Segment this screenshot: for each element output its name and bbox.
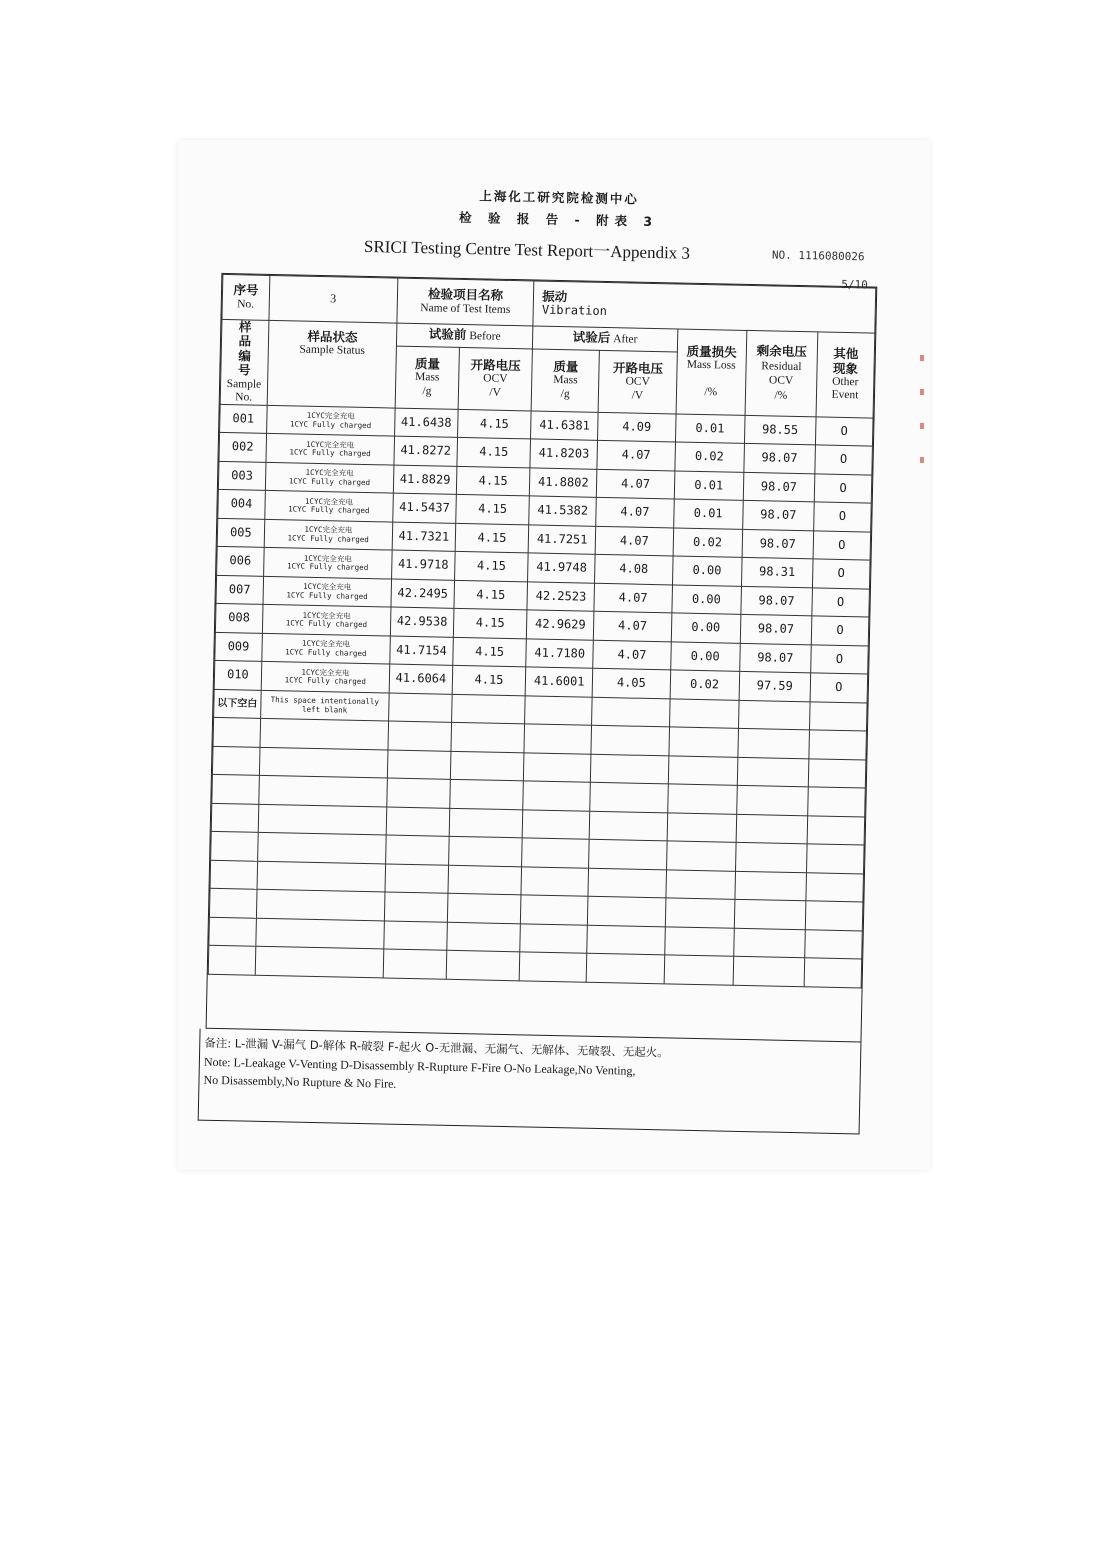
- empty-cell: [209, 917, 256, 946]
- cell-mass-after: 41.9748: [528, 553, 596, 583]
- empty-cell: [809, 730, 867, 760]
- cell-residual: 98.07: [740, 615, 812, 645]
- cell-ocv-before: 4.15: [454, 580, 528, 610]
- cell-status: 1CYC完全充电 1CYC Fully charged: [263, 576, 392, 607]
- empty-cell: [259, 776, 388, 807]
- cell-mass-after: 41.8203: [530, 439, 598, 469]
- empty-cell: [384, 921, 448, 951]
- empty-cell: [735, 843, 807, 873]
- empty-cell: [809, 702, 867, 732]
- cell-ocv-before: 4.15: [456, 495, 530, 525]
- cell-loss: 0.00: [671, 585, 741, 615]
- empty-cell: [449, 837, 523, 867]
- notes-en-line1: Note: L-Leakage V-Venting D-Disassembly R-Rupture F-Fire O-No Leakage,No Venting,: [203, 1054, 636, 1078]
- cell-ocv-after: 4.05: [592, 669, 670, 699]
- seq-label: 序号 No.: [222, 274, 270, 320]
- page-number: 5/10: [841, 277, 868, 292]
- cell-ocv-after: 4.07: [597, 469, 675, 499]
- notes-en-line2: No Disassembly,No Rupture & No Fire.: [203, 1073, 397, 1092]
- cell-event: O: [812, 588, 870, 618]
- empty-cell: [667, 813, 737, 843]
- empty-cell: [387, 750, 451, 780]
- cell-loss: 0.00: [671, 613, 741, 643]
- after-header: 试验后 After: [533, 326, 678, 352]
- empty-cell: [806, 844, 864, 874]
- org-title-cn: 上海化工研究院检测中心: [479, 188, 639, 207]
- mass-after-header: 质量 Mass /g: [531, 349, 599, 412]
- empty-cell: [736, 786, 808, 816]
- cell-residual: 98.31: [741, 558, 813, 588]
- cell-mass-before: 41.6064: [389, 664, 453, 694]
- empty-cell: [210, 860, 257, 889]
- cell-ocv-after: 4.07: [595, 526, 673, 556]
- empty-cell: [385, 864, 449, 894]
- cell-residual: 98.07: [743, 472, 815, 502]
- report-title-en: SRICI Testing Centre Test Report一Appendix 3: [363, 236, 691, 263]
- cell-event: O: [811, 645, 869, 675]
- cell-ocv-before: 4.15: [455, 552, 529, 582]
- empty-cell: [520, 924, 588, 954]
- cell-mass-after: 41.6381: [531, 411, 599, 441]
- empty-cell: [522, 810, 590, 840]
- empty-cell: [805, 930, 863, 960]
- cell-ocv-before: 4.15: [457, 438, 531, 468]
- empty-cell: [260, 719, 389, 750]
- cell-no: 002: [219, 433, 266, 462]
- cell-mass-after: 41.7180: [526, 639, 594, 669]
- empty-cell: [521, 867, 589, 897]
- cell-ocv-after: 4.07: [593, 640, 671, 670]
- cell-status: 1CYC完全充电 1CYC Fully charged: [262, 633, 391, 664]
- seq-value: 3: [269, 275, 398, 323]
- ocv-after-header: 开路电压 OCV /V: [598, 350, 677, 414]
- empty-cell: [592, 697, 670, 727]
- cell-event: O: [814, 502, 872, 532]
- empty-cell: [664, 927, 734, 957]
- empty-cell: [588, 897, 666, 927]
- results-body: [208, 404, 873, 988]
- empty-cell: [738, 700, 810, 730]
- cell-ocv-before: 4.15: [457, 409, 531, 439]
- empty-cell: [259, 747, 388, 778]
- cell-mass-before: 41.6438: [394, 408, 458, 438]
- empty-cell: [383, 949, 447, 979]
- cell-no: 004: [218, 490, 265, 519]
- empty-cell: [665, 898, 735, 928]
- cell-event: O: [813, 531, 871, 561]
- empty-cell: [212, 746, 259, 775]
- residual-ocv-header: 剩余电压 Residual OCV /%: [745, 330, 818, 416]
- empty-cell: [384, 892, 448, 922]
- cell-mass-before: 41.8272: [394, 437, 458, 467]
- empty-cell: [588, 868, 666, 898]
- cell-loss: 0.01: [674, 471, 744, 501]
- empty-cell: [211, 803, 258, 832]
- empty-cell: [808, 787, 866, 817]
- empty-cell: [519, 952, 587, 982]
- empty-cell: [591, 754, 669, 784]
- cell-no: 010: [214, 661, 261, 690]
- empty-cell: [452, 694, 526, 724]
- cell-status: 1CYC完全充电 1CYC Fully charged: [266, 434, 395, 465]
- empty-cell: [587, 925, 665, 955]
- test-item-label: 检验项目名称 Name of Test Items: [397, 278, 534, 326]
- empty-cell: [737, 757, 809, 787]
- empty-cell: [450, 780, 524, 810]
- report-number: NO. 1116080026: [771, 248, 865, 264]
- empty-cell: [524, 724, 592, 754]
- cell-mass-after: 41.5382: [529, 496, 597, 526]
- cell-ocv-after: 4.07: [596, 498, 674, 528]
- empty-cell: [733, 957, 805, 987]
- empty-cell: [213, 718, 260, 747]
- cell-no: 008: [215, 604, 262, 633]
- cell-residual: 98.07: [739, 643, 811, 673]
- empty-cell: [666, 841, 736, 871]
- empty-cell: [806, 873, 864, 903]
- cell-residual: 98.07: [742, 529, 814, 559]
- empty-cell: [525, 696, 593, 726]
- empty-cell: [256, 890, 385, 921]
- empty-cell: [738, 729, 810, 759]
- empty-cell: [255, 947, 384, 978]
- empty-cell: [388, 693, 452, 723]
- results-table: [208, 274, 877, 988]
- empty-cell: [256, 918, 385, 949]
- cell-status: 1CYC完全充电 1CYC Fully charged: [265, 491, 394, 522]
- cell-ocv-before: 4.15: [453, 609, 527, 639]
- cell-loss: 0.01: [673, 499, 743, 529]
- cell-mass-after: 42.2523: [527, 582, 595, 612]
- cell-no: 009: [215, 632, 262, 661]
- cell-mass-before: 42.2495: [391, 579, 455, 609]
- notes-cn: 备注: L-泄漏 V-漏气 D-解体 R-破裂 F-起火 O-无泄漏、无漏气、无解体、无破裂、无起火。: [204, 1035, 669, 1060]
- empty-cell: [523, 781, 591, 811]
- empty-cell: [589, 840, 667, 870]
- empty-cell: [212, 775, 259, 804]
- cell-event: O: [812, 559, 870, 589]
- cell-loss: 0.02: [670, 670, 740, 700]
- empty-cell: [735, 871, 807, 901]
- empty-cell: [449, 808, 523, 838]
- cell-mass-after: 41.8802: [530, 468, 598, 498]
- empty-cell: [257, 833, 386, 864]
- empty-cell: [211, 832, 258, 861]
- cell-loss: 0.00: [670, 642, 740, 672]
- empty-cell: [666, 870, 736, 900]
- other-event-header: 其他现象 Other Event: [816, 332, 875, 418]
- empty-cell: [446, 951, 520, 981]
- cell-mass-before: 41.9718: [391, 550, 455, 580]
- empty-cell: [447, 894, 521, 924]
- cell-residual: 98.07: [741, 586, 813, 616]
- cell-ocv-after: 4.07: [594, 583, 672, 613]
- cell-status: 1CYC完全充电 1CYC Fully charged: [262, 605, 391, 636]
- cell-ocv-before: 4.15: [455, 523, 529, 553]
- empty-cell: [451, 723, 525, 753]
- cell-event: O: [815, 445, 873, 475]
- cell-residual: 98.07: [742, 501, 814, 531]
- empty-cell: [669, 699, 739, 729]
- cell-residual: 97.59: [739, 672, 811, 702]
- cell-ocv-after: 4.07: [594, 612, 672, 642]
- report-document: [163, 132, 936, 1178]
- empty-cell: [209, 889, 256, 918]
- cell-mass-before: 42.9538: [390, 607, 454, 637]
- empty-cell: [257, 861, 386, 892]
- sample-status-header: 样品状态 Sample Status: [267, 320, 397, 408]
- cell-no: 006: [217, 547, 264, 576]
- test-item-value: 振动 Vibration: [533, 281, 876, 333]
- cell-loss: 0.01: [675, 414, 745, 444]
- cell-status: 1CYC完全充电 1CYC Fully charged: [264, 519, 393, 550]
- cell-mass-after: 41.7251: [528, 525, 596, 555]
- cell-mass-before: 41.5437: [393, 493, 457, 523]
- empty-cell: [808, 759, 866, 789]
- cell-ocv-before: 4.15: [456, 466, 530, 496]
- cell-residual: 98.55: [744, 415, 816, 445]
- empty-cell: [386, 835, 450, 865]
- empty-cell: [447, 922, 521, 952]
- empty-cell: [805, 901, 863, 931]
- before-header: 试验前 Before: [396, 323, 533, 349]
- cell-loss: 0.02: [673, 528, 743, 558]
- blank-label-en: This space intentionally left blank: [260, 690, 389, 721]
- empty-cell: [586, 954, 664, 984]
- scanned-page: [178, 140, 930, 1170]
- empty-cell: [734, 900, 806, 930]
- cell-no: 007: [216, 575, 263, 604]
- cell-ocv-after: 4.09: [598, 412, 676, 442]
- sample-no-header: 样品编号 Sample No.: [220, 319, 269, 405]
- cell-residual: 98.07: [744, 444, 816, 474]
- cell-event: O: [810, 673, 868, 703]
- empty-cell: [522, 838, 590, 868]
- cell-status: 1CYC完全充电 1CYC Fully charged: [263, 548, 392, 579]
- empty-cell: [667, 784, 737, 814]
- seal-stamp-edge: [920, 355, 926, 485]
- cell-status: 1CYC完全充电 1CYC Fully charged: [261, 662, 390, 693]
- empty-cell: [450, 751, 524, 781]
- cell-mass-before: 41.8829: [393, 465, 457, 495]
- cell-ocv-before: 4.15: [453, 637, 527, 667]
- empty-cell: [387, 778, 451, 808]
- empty-cell: [590, 783, 668, 813]
- cell-status: 1CYC完全充电 1CYC Fully charged: [265, 462, 394, 493]
- empty-cell: [664, 955, 734, 985]
- notes: [198, 1029, 862, 1135]
- empty-cell: [804, 958, 862, 988]
- mass-before-header: 质量 Mass /g: [395, 346, 459, 409]
- cell-mass-after: 41.6001: [525, 667, 593, 697]
- cell-mass-after: 42.9629: [527, 610, 595, 640]
- cell-status: 1CYC完全充电 1CYC Fully charged: [266, 405, 395, 436]
- cell-event: O: [815, 417, 873, 447]
- empty-cell: [668, 756, 738, 786]
- results-table-frame: [206, 273, 878, 1043]
- cell-ocv-after: 4.08: [595, 555, 673, 585]
- mass-loss-header: 质量损失 Mass Loss /%: [676, 329, 747, 415]
- cell-mass-before: 41.7321: [392, 522, 456, 552]
- blank-label-cn: 以下空白: [214, 689, 261, 718]
- cell-event: O: [811, 616, 869, 646]
- empty-cell: [521, 895, 589, 925]
- cell-no: 001: [220, 404, 267, 433]
- cell-loss: 0.00: [672, 556, 742, 586]
- empty-cell: [669, 727, 739, 757]
- ocv-before-header: 开路电压 OCV /V: [458, 347, 533, 411]
- empty-cell: [386, 807, 450, 837]
- empty-cell: [591, 726, 669, 756]
- empty-cell: [736, 814, 808, 844]
- cell-no: 005: [217, 518, 264, 547]
- empty-cell: [448, 865, 522, 895]
- empty-cell: [258, 804, 387, 835]
- empty-cell: [524, 753, 592, 783]
- cell-ocv-after: 4.07: [597, 441, 675, 471]
- cell-ocv-before: 4.15: [452, 666, 526, 696]
- empty-cell: [208, 946, 255, 975]
- cell-mass-before: 41.7154: [390, 636, 454, 666]
- cell-event: O: [814, 474, 872, 504]
- empty-cell: [388, 721, 452, 751]
- report-title-cn: 检 验 报 告 - 附表 3: [458, 209, 659, 230]
- empty-cell: [589, 811, 667, 841]
- empty-cell: [807, 816, 865, 846]
- cell-no: 003: [218, 461, 265, 490]
- empty-cell: [733, 928, 805, 958]
- cell-loss: 0.02: [674, 442, 744, 472]
